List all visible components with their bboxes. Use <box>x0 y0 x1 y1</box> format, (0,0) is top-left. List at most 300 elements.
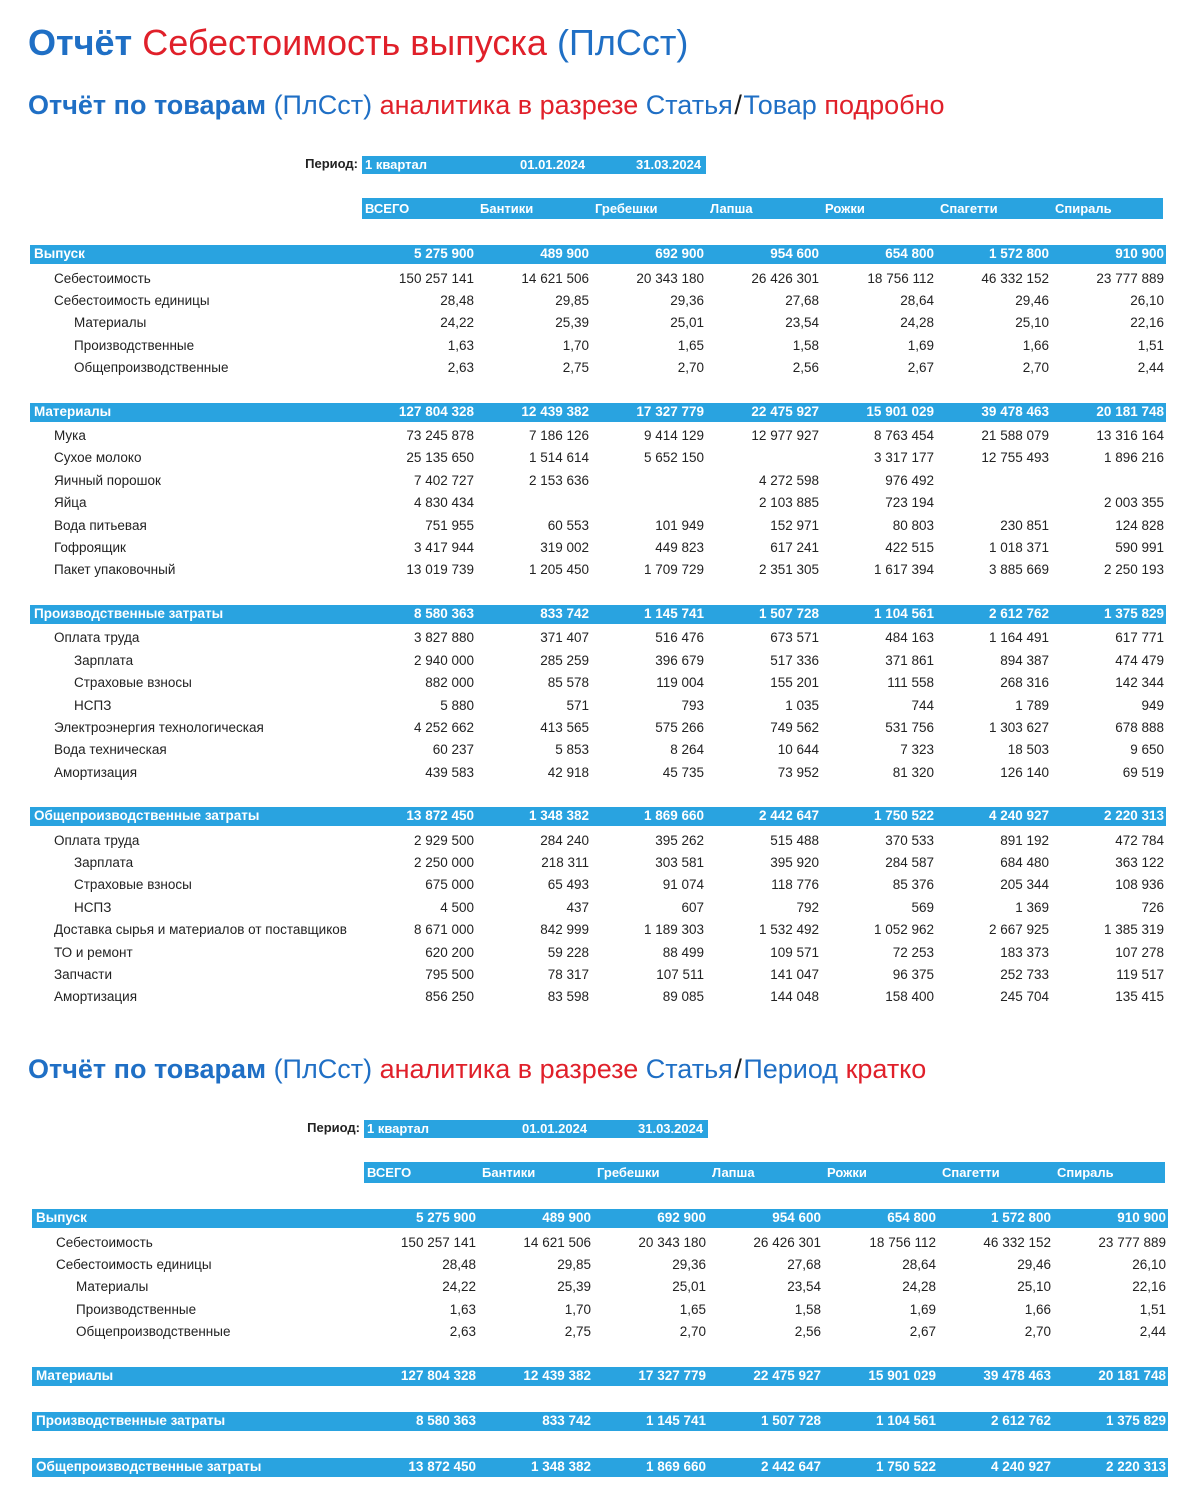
row-value: 654 800 <box>887 1210 936 1225</box>
section1-title-p4: Статья <box>645 90 733 120</box>
row-value: 101 949 <box>655 517 704 533</box>
row-value: 1,65 <box>677 337 704 353</box>
row-value: 751 955 <box>425 517 474 533</box>
table-row <box>30 335 1166 357</box>
row-value: 24,22 <box>440 315 474 331</box>
column-header-product: Гребешки <box>597 1165 660 1180</box>
row-label: Себестоимость <box>56 1234 153 1250</box>
table-row <box>30 515 1166 537</box>
row-value: 1 869 660 <box>645 1458 706 1474</box>
row-value: 59 228 <box>547 944 589 960</box>
table-row <box>30 986 1166 1008</box>
row-value: 108 936 <box>1115 877 1164 893</box>
row-value: 954 600 <box>770 246 819 261</box>
row-value: 2 667 925 <box>988 922 1049 938</box>
row-label: Амортизация <box>54 764 138 780</box>
column-header-total: ВСЕГО <box>367 1165 412 1180</box>
row-value: 620 200 <box>425 944 474 960</box>
row-value: 569 <box>911 899 934 915</box>
row-value: 1 052 962 <box>873 922 934 938</box>
row-value: 218 311 <box>541 855 589 870</box>
section1-title-p2: (ПлСст) <box>273 90 373 120</box>
section2-title-p5: / <box>734 1054 742 1084</box>
table-row <box>30 268 1166 290</box>
row-value: 4 252 662 <box>413 719 474 735</box>
row-value: 726 <box>1141 899 1164 915</box>
row-value: 119 004 <box>656 675 704 691</box>
row-value: 144 048 <box>770 989 819 1005</box>
row-label: Яйца <box>54 495 87 511</box>
row-value: 17 327 779 <box>636 403 704 419</box>
row-value: 303 581 <box>655 855 704 870</box>
row-label: Производственные затраты <box>34 605 224 621</box>
row-value: 1 514 614 <box>528 450 589 466</box>
row-value: 109 571 <box>770 944 819 960</box>
row-value: 793 <box>681 697 704 713</box>
row-value: 1 507 728 <box>758 605 819 621</box>
row-value: 18 756 112 <box>867 270 934 286</box>
row-value: 284 587 <box>885 855 934 870</box>
row-value: 13 872 450 <box>406 808 474 824</box>
row-label: Себестоимость <box>54 270 151 286</box>
row-value: 1 348 382 <box>528 808 589 824</box>
row-value: 1 617 394 <box>873 562 934 578</box>
row-value: 12 439 382 <box>523 1367 591 1383</box>
row-value: 484 163 <box>885 630 934 646</box>
row-value: 1 572 800 <box>988 246 1049 261</box>
row-value: 155 201 <box>770 675 819 691</box>
row-label: Зарплата <box>74 652 134 668</box>
row-value: 23,54 <box>787 1279 821 1295</box>
row-value: 25,10 <box>1015 315 1049 331</box>
row-value: 5 880 <box>440 697 474 713</box>
row-value: 2 612 762 <box>990 1413 1051 1428</box>
column-header-product: Спираль <box>1057 1165 1114 1180</box>
period-label: Период: <box>305 156 358 171</box>
row-value: 81 320 <box>892 764 934 780</box>
row-value: 1 789 <box>1015 697 1049 713</box>
row-value: 22 475 927 <box>751 403 819 419</box>
row-value: 1 375 829 <box>1103 605 1164 621</box>
report-title-part3: (ПлСст) <box>556 22 689 63</box>
row-label: Материалы <box>76 1279 149 1295</box>
row-label: Производственные <box>74 337 195 353</box>
row-value: 2,63 <box>449 1324 476 1340</box>
column-header-2 <box>364 1162 1165 1183</box>
row-value: 5 275 900 <box>413 246 474 261</box>
row-value: 571 <box>566 697 589 713</box>
row-label: Запчасти <box>54 967 112 982</box>
row-value: 20 181 748 <box>1098 1367 1166 1383</box>
row-value: 2 442 647 <box>758 808 819 824</box>
section2-title-p6: Период <box>743 1054 839 1084</box>
row-value: 46 332 152 <box>983 1234 1051 1250</box>
row-value: 12 977 927 <box>751 428 819 443</box>
row-label: Производственные <box>76 1301 197 1317</box>
row-value: 25,10 <box>1017 1279 1051 1295</box>
row-value: 319 002 <box>540 540 589 555</box>
table-row <box>30 425 1166 447</box>
row-value: 2 442 647 <box>760 1458 821 1474</box>
row-value: 42 918 <box>547 764 589 780</box>
row-value: 119 517 <box>1116 967 1164 982</box>
row-label: НСПЗ <box>74 899 112 915</box>
column-header-total: ВСЕГО <box>365 201 410 216</box>
row-value: 489 900 <box>542 1210 591 1225</box>
table-row <box>30 559 1166 581</box>
row-value: 18 503 <box>1007 742 1049 758</box>
row-value: 2,70 <box>1024 1324 1051 1340</box>
row-value: 449 823 <box>655 540 704 555</box>
row-value: 29,46 <box>1015 292 1049 308</box>
row-value: 23 777 889 <box>1098 1234 1166 1250</box>
row-value: 60 553 <box>547 517 589 533</box>
row-value: 25,01 <box>672 1279 706 1295</box>
table-row <box>30 942 1166 964</box>
row-label: Выпуск <box>34 246 85 261</box>
row-label: Страховые взносы <box>74 877 192 893</box>
row-value: 2,70 <box>677 360 704 376</box>
row-value: 2,63 <box>447 360 474 376</box>
row-label: Амортизация <box>54 989 138 1005</box>
row-value: 23,54 <box>785 315 819 331</box>
row-value: 29,85 <box>557 1256 591 1272</box>
row-value: 684 480 <box>1000 855 1049 870</box>
section2-title-p4: Статья <box>645 1054 733 1084</box>
column-header-1 <box>362 198 1163 219</box>
row-value: 28,48 <box>440 292 474 308</box>
row-value: 80 803 <box>892 517 934 533</box>
row-value: 39 478 463 <box>981 403 1049 419</box>
section2-title <box>28 1054 926 1085</box>
row-value: 7 186 126 <box>528 428 589 443</box>
row-value: 749 562 <box>770 719 819 735</box>
row-value: 439 583 <box>425 764 474 780</box>
row-value: 1,51 <box>1137 337 1164 353</box>
period-to: 31.03.2024 <box>638 1121 704 1136</box>
period-row-1 <box>300 156 710 174</box>
row-value: 2 220 313 <box>1103 808 1164 824</box>
row-label: Вода техническая <box>54 742 167 758</box>
row-label: Гофроящик <box>54 540 126 555</box>
row-value: 617 241 <box>770 540 819 555</box>
row-label: Материалы <box>34 403 112 419</box>
row-value: 1 189 303 <box>643 922 704 938</box>
row-label: Общепроизводственные <box>76 1324 231 1340</box>
row-value: 230 851 <box>1000 517 1049 533</box>
row-label: Производственные затраты <box>36 1413 226 1428</box>
row-value: 4 830 434 <box>413 495 474 511</box>
row-value: 7 402 727 <box>413 472 474 488</box>
row-value: 27,68 <box>785 292 819 308</box>
row-label: Вода питьевая <box>54 517 147 533</box>
row-value: 2,44 <box>1137 360 1164 376</box>
column-header-product: Лапша <box>712 1165 755 1180</box>
row-value: 29,36 <box>670 292 704 308</box>
row-value: 29,36 <box>672 1256 706 1272</box>
period-from: 01.01.2024 <box>522 1121 588 1136</box>
table-row <box>30 739 1166 761</box>
section-band-row <box>30 807 1166 826</box>
row-value: 1 145 741 <box>645 1413 706 1428</box>
row-label: Общепроизводственные затраты <box>34 808 260 824</box>
row-value: 17 327 779 <box>638 1367 706 1383</box>
table-row <box>32 1276 1168 1298</box>
row-value: 474 479 <box>1115 652 1164 668</box>
row-label: Сухое молоко <box>54 450 142 466</box>
section2-title-p2: (ПлСст) <box>273 1054 373 1084</box>
row-value: 89 085 <box>662 989 704 1005</box>
row-value: 516 476 <box>655 630 704 646</box>
row-value: 45 735 <box>662 764 704 780</box>
row-label: Материалы <box>74 315 147 331</box>
row-value: 4 240 927 <box>988 808 1049 824</box>
row-value: 517 336 <box>770 652 819 668</box>
row-value: 363 122 <box>1115 855 1164 870</box>
row-value: 124 828 <box>1115 517 1164 533</box>
row-value: 1,66 <box>1022 337 1049 353</box>
row-label: Страховые взносы <box>74 675 192 691</box>
table-row <box>30 919 1166 941</box>
row-label: ТО и ремонт <box>54 944 133 960</box>
row-value: 3 417 944 <box>413 540 474 555</box>
row-value: 842 999 <box>540 922 589 938</box>
row-value: 4 240 927 <box>990 1458 1051 1474</box>
row-label: Яичный порошок <box>54 472 161 488</box>
row-value: 954 600 <box>772 1210 821 1225</box>
row-value: 118 776 <box>771 877 819 893</box>
row-value: 2 153 636 <box>528 472 589 488</box>
row-value: 723 194 <box>885 495 934 511</box>
row-value: 654 800 <box>885 246 934 261</box>
row-value: 1,66 <box>1024 1301 1051 1317</box>
row-label: Пакет упаковочный <box>54 562 176 578</box>
row-value: 2 929 500 <box>413 832 474 848</box>
row-value: 3 885 669 <box>988 562 1049 578</box>
row-value: 83 598 <box>547 989 589 1005</box>
row-value: 1 205 450 <box>528 562 589 578</box>
row-value: 833 742 <box>542 1413 591 1428</box>
row-value: 65 493 <box>547 877 589 893</box>
row-value: 126 140 <box>1000 764 1049 780</box>
column-header-product: Лапша <box>710 201 753 216</box>
table-row <box>30 650 1166 672</box>
table-row <box>32 1299 1168 1321</box>
row-label: Зарплата <box>74 855 134 870</box>
table-row <box>32 1321 1168 1343</box>
table-row <box>30 357 1166 379</box>
row-value: 1 369 <box>1015 899 1049 915</box>
row-value: 1 035 <box>785 697 819 713</box>
row-label: Оплата труда <box>54 630 140 646</box>
row-value: 88 499 <box>662 944 704 960</box>
row-value: 7 323 <box>900 742 934 758</box>
row-value: 2,44 <box>1139 1324 1166 1340</box>
row-value: 205 344 <box>1000 877 1049 893</box>
row-value: 23 777 889 <box>1096 270 1164 286</box>
row-value: 792 <box>796 899 819 915</box>
row-value: 1 572 800 <box>990 1210 1051 1225</box>
row-value: 2,75 <box>562 360 589 376</box>
row-value: 607 <box>681 899 704 915</box>
row-value: 69 519 <box>1122 764 1164 780</box>
row-value: 2 940 000 <box>413 652 474 668</box>
row-value: 158 400 <box>885 989 934 1005</box>
table-row <box>30 762 1166 784</box>
row-value: 371 861 <box>885 652 934 668</box>
row-value: 1 348 382 <box>530 1458 591 1474</box>
row-value: 891 192 <box>1000 832 1049 848</box>
row-value: 12 439 382 <box>521 403 589 419</box>
row-value: 1,51 <box>1139 1301 1166 1317</box>
row-value: 1,58 <box>794 1301 821 1317</box>
row-value: 395 920 <box>770 855 819 870</box>
row-value: 5 853 <box>555 742 589 758</box>
row-value: 22,16 <box>1130 315 1164 331</box>
table-row <box>32 1254 1168 1276</box>
row-value: 1,63 <box>449 1301 476 1317</box>
row-label: Выпуск <box>36 1210 87 1225</box>
row-value: 141 047 <box>770 967 819 982</box>
table-row <box>30 695 1166 717</box>
row-value: 692 900 <box>657 1210 706 1225</box>
row-value: 12 755 493 <box>981 450 1049 466</box>
row-value: 27,68 <box>787 1256 821 1272</box>
row-value: 24,22 <box>442 1279 476 1295</box>
period-name: 1 квартал <box>367 1121 430 1136</box>
row-value: 20 343 180 <box>638 1234 706 1250</box>
row-value: 744 <box>911 697 934 713</box>
row-value: 1 750 522 <box>875 1458 936 1474</box>
row-value: 25,39 <box>557 1279 591 1295</box>
row-value: 91 074 <box>662 877 704 893</box>
section2-title-p7: кратко <box>845 1054 927 1084</box>
row-value: 8 763 454 <box>873 428 934 443</box>
row-value: 20 181 748 <box>1096 403 1164 419</box>
period-bar <box>362 156 706 174</box>
table-row <box>30 312 1166 334</box>
section1-title <box>28 90 945 121</box>
row-value: 515 488 <box>770 832 819 848</box>
row-value: 3 317 177 <box>873 450 934 466</box>
row-value: 2 351 305 <box>758 562 819 578</box>
column-header-product: Рожки <box>827 1165 867 1180</box>
section1-title-p7: подробно <box>824 90 945 120</box>
row-value: 910 900 <box>1117 1210 1166 1225</box>
report-title <box>28 22 688 64</box>
table-row <box>30 627 1166 649</box>
row-value: 4 272 598 <box>758 472 819 488</box>
row-value: 25,39 <box>555 315 589 331</box>
section-band-row <box>32 1412 1168 1431</box>
row-value: 14 621 506 <box>521 270 589 286</box>
row-value: 26,10 <box>1130 292 1164 308</box>
row-value: 24,28 <box>902 1279 936 1295</box>
table-row <box>32 1232 1168 1254</box>
column-header-product: Спагетти <box>940 201 998 216</box>
table-row <box>30 290 1166 312</box>
period-label: Период: <box>307 1120 360 1135</box>
row-value: 2 612 762 <box>988 605 1049 621</box>
row-value: 795 500 <box>425 967 474 982</box>
row-value: 910 900 <box>1115 246 1164 261</box>
row-value: 107 511 <box>656 967 704 982</box>
row-value: 1,65 <box>679 1301 706 1317</box>
report-title-part1: Отчёт <box>28 22 133 63</box>
row-value: 395 262 <box>655 832 704 848</box>
row-value: 4 500 <box>440 899 474 915</box>
section-band-row <box>32 1209 1168 1228</box>
row-value: 1,58 <box>792 337 819 353</box>
row-value: 73 245 878 <box>406 428 474 443</box>
section1-title-p5: / <box>734 90 742 120</box>
section-band-row <box>30 403 1166 422</box>
row-value: 489 900 <box>540 246 589 261</box>
row-value: 1 303 627 <box>988 719 1049 735</box>
row-value: 617 771 <box>1115 630 1164 646</box>
column-header-product: Спираль <box>1055 201 1112 216</box>
row-value: 22,16 <box>1132 1279 1166 1295</box>
period-from: 01.01.2024 <box>520 157 586 172</box>
row-value: 13 019 739 <box>406 562 474 578</box>
row-value: 26 426 301 <box>751 270 819 286</box>
row-value: 371 407 <box>540 630 589 646</box>
period-row-2 <box>302 1120 712 1138</box>
row-value: 73 952 <box>777 764 819 780</box>
section2-title-p3: аналитика в разрезе <box>379 1054 639 1084</box>
row-value: 2 103 885 <box>758 495 819 511</box>
row-value: 28,64 <box>900 292 934 308</box>
table-row <box>30 852 1166 874</box>
section1-title-p1: Отчёт по товарам <box>28 90 267 120</box>
row-value: 1 104 561 <box>873 605 934 621</box>
row-value: 15 901 029 <box>866 403 934 419</box>
row-value: 26,10 <box>1132 1256 1166 1272</box>
row-value: 1 507 728 <box>760 1413 821 1428</box>
row-value: 1,69 <box>907 337 934 353</box>
row-value: 20 343 180 <box>636 270 704 286</box>
row-value: 894 387 <box>1000 652 1049 668</box>
row-value: 13 316 164 <box>1096 428 1164 443</box>
row-value: 2,75 <box>564 1324 591 1340</box>
row-value: 531 756 <box>885 719 934 735</box>
row-value: 25 135 650 <box>406 450 474 466</box>
row-value: 856 250 <box>425 989 474 1005</box>
row-value: 2,56 <box>792 360 819 376</box>
row-value: 39 478 463 <box>983 1367 1051 1383</box>
row-label: Общепроизводственные затраты <box>36 1458 262 1474</box>
row-value: 1 869 660 <box>643 808 704 824</box>
table-row <box>30 964 1166 986</box>
row-value: 1,70 <box>564 1301 591 1317</box>
row-value: 673 571 <box>770 630 819 646</box>
row-value: 1 709 729 <box>643 562 704 578</box>
row-value: 285 259 <box>540 652 589 668</box>
row-value: 13 872 450 <box>408 1458 476 1474</box>
row-value: 1 375 829 <box>1105 1413 1166 1428</box>
section1-title-p6: Товар <box>743 90 817 120</box>
row-value: 422 515 <box>885 540 934 555</box>
row-value: 28,64 <box>902 1256 936 1272</box>
row-value: 396 679 <box>655 652 704 668</box>
row-value: 72 253 <box>892 944 934 960</box>
row-value: 8 671 000 <box>413 922 474 938</box>
row-value: 78 317 <box>547 967 589 982</box>
row-value: 575 266 <box>655 719 704 735</box>
row-value: 60 237 <box>432 742 474 758</box>
row-value: 1,69 <box>909 1301 936 1317</box>
table-row <box>30 897 1166 919</box>
